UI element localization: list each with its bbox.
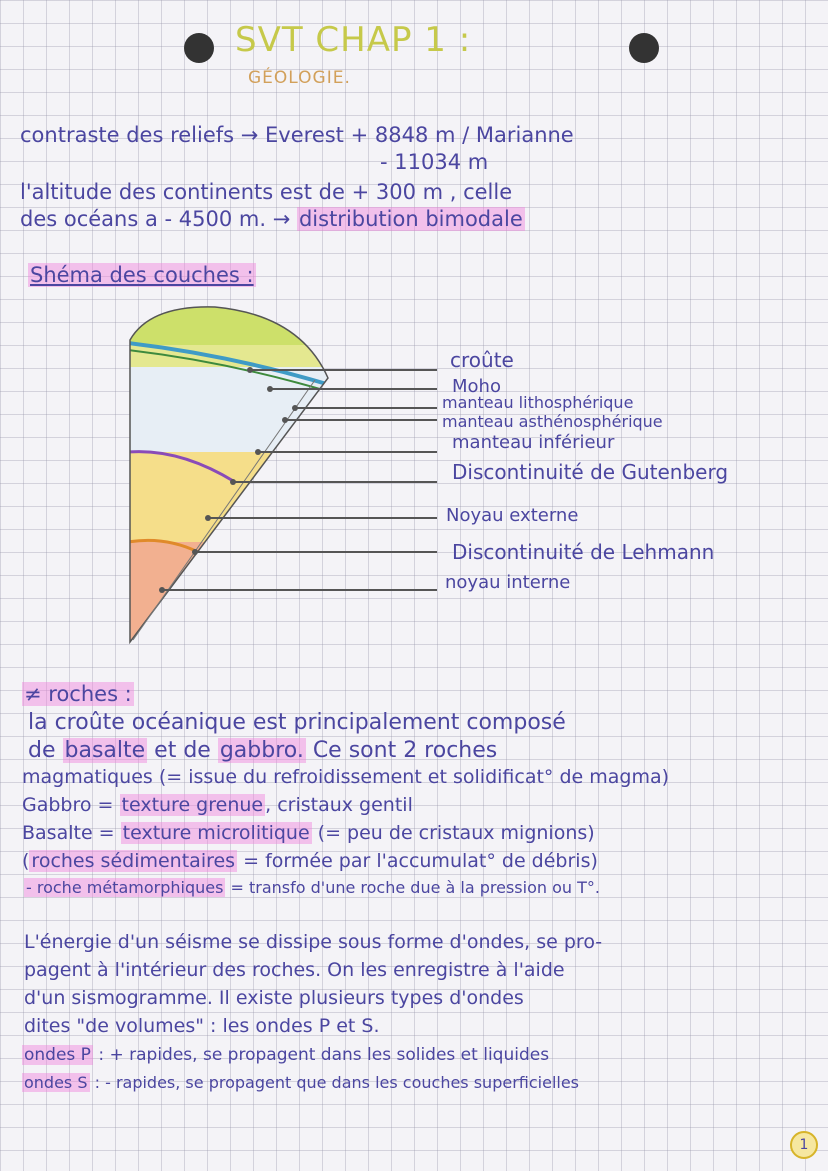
roches-line-7-b: = transfo d'une roche due à la pression ou T°. bbox=[225, 878, 600, 897]
roches-heading-text: ≠ roches : bbox=[24, 682, 132, 706]
roches-line-1: la croûte océanique est principalement composé bbox=[28, 710, 566, 735]
paren-open: ( bbox=[22, 850, 30, 872]
ondes-s-highlight: ondes S bbox=[24, 1073, 88, 1092]
label-outer-core: Noyau externe bbox=[446, 505, 579, 526]
roche-metamorphiques-highlight: - roche métamorphiques bbox=[26, 878, 224, 897]
roches-line-2-c: et de bbox=[147, 738, 218, 763]
seisme-line-1: L'énergie d'un séisme se dissipe sous forme d'ondes, se pro- bbox=[24, 931, 603, 953]
ondes-s-text: : - rapides, se propagent que dans les couches superficielles bbox=[89, 1073, 580, 1092]
roches-line-3: magmatiques (= issue du refroidissement et solidificat° de magma) bbox=[22, 766, 670, 788]
roches-line-6 bbox=[22, 852, 598, 871]
bimodal-highlight: distribution bimodale bbox=[298, 207, 523, 231]
ondes-p-text: : + rapides, se propagent dans les solides et liquides bbox=[92, 1045, 550, 1065]
roches-line-4 bbox=[22, 796, 413, 815]
page-subtitle: GÉOLOGIE. bbox=[248, 68, 351, 88]
seisme-line-3: d'un sismogramme. Il existe plusieurs types d'ondes bbox=[24, 987, 524, 1009]
roches-sedimentaires-highlight: roches sédimentaires bbox=[31, 850, 236, 872]
roches-line-6-b: = formée par l'accumulat° de débris) bbox=[237, 850, 598, 872]
seisme-line-5 bbox=[22, 1047, 549, 1064]
roches-line-7 bbox=[24, 880, 600, 896]
intro-line-4 bbox=[20, 209, 525, 230]
roches-line-2 bbox=[28, 740, 497, 762]
label-asthenospheric-mantle: manteau asthénosphérique bbox=[442, 412, 663, 431]
label-crust: croûte bbox=[450, 348, 514, 372]
roches-line-2-e: Ce sont 2 roches bbox=[305, 738, 498, 763]
roches-line-4-c: , cristaux gentil bbox=[265, 794, 413, 816]
intro-line-2: - 11034 m bbox=[380, 150, 489, 174]
intro-line-1: contraste des reliefs → Everest + 8848 m / Marianne bbox=[20, 123, 574, 147]
intro-line-4-text: des océans a - 4500 m. → bbox=[20, 207, 297, 231]
roches-heading bbox=[22, 684, 134, 705]
label-gutenberg: Discontinuité de Gutenberg bbox=[452, 460, 729, 484]
page-number: 1 bbox=[790, 1131, 818, 1159]
gabbro-label: Gabbro = bbox=[22, 794, 120, 816]
label-inner-core: noyau interne bbox=[445, 572, 571, 593]
gabbro-highlight: gabbro. bbox=[219, 738, 304, 763]
schema-heading-text: Shéma des couches : bbox=[30, 263, 254, 287]
seisme-line-6 bbox=[22, 1075, 579, 1091]
label-lithospheric-mantle: manteau lithosphérique bbox=[442, 393, 634, 412]
binder-hole-left bbox=[184, 33, 214, 63]
page-title: SVT CHAP 1 : bbox=[235, 20, 472, 60]
basalte-highlight: basalte bbox=[64, 738, 146, 763]
texture-microlitique-highlight: texture microlitique bbox=[122, 822, 310, 844]
seisme-line-2: pagent à l'intérieur des roches. On les enregistre à l'aide bbox=[24, 959, 565, 981]
roches-line-2-a: de bbox=[28, 738, 63, 763]
ondes-p-highlight: ondes P bbox=[24, 1045, 91, 1065]
roches-line-5 bbox=[22, 824, 595, 843]
label-lower-mantle: manteau inférieur bbox=[452, 432, 615, 453]
schema-heading bbox=[28, 265, 256, 286]
roches-line-5-c: (= peu de cristaux mignions) bbox=[311, 822, 595, 844]
intro-line-3: l'altitude des continents est de + 300 m , celle bbox=[20, 180, 513, 204]
binder-hole-right bbox=[629, 33, 659, 63]
label-moho: Moho bbox=[452, 376, 501, 397]
basalte-label: Basalte = bbox=[22, 822, 121, 844]
texture-grenue-highlight: texture grenue bbox=[121, 794, 264, 816]
label-lehmann: Discontinuité de Lehmann bbox=[452, 540, 715, 564]
seisme-line-4: dites "de volumes" : les ondes P et S. bbox=[24, 1015, 380, 1037]
